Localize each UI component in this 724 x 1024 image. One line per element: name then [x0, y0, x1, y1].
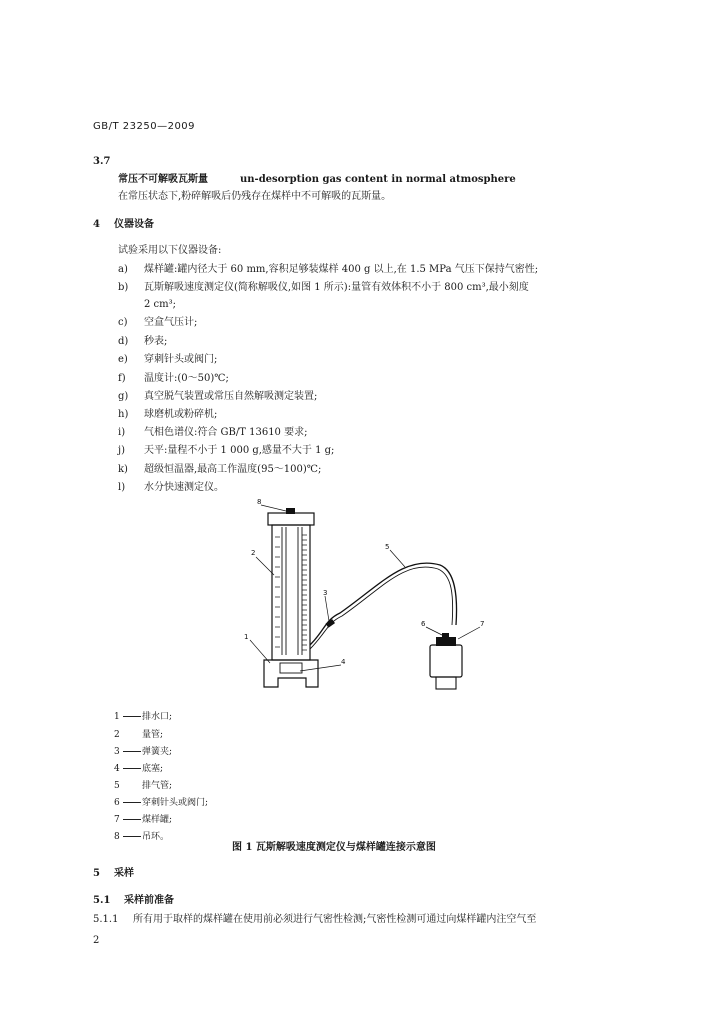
callout-1: 1 — [244, 633, 249, 641]
section-3-7-definition: 在常压状态下,粉碎解吸后仍残存在煤样中不可解吸的瓦斯量。 — [118, 191, 392, 202]
list-item: 超级恒温器,最高工作温度(95～100)℃; — [144, 464, 322, 475]
list-item-label: g) — [118, 391, 129, 402]
section-4-title: 仪器设备 — [114, 219, 154, 230]
list-item-continuation: 2 cm³; — [144, 299, 177, 310]
list-item: 水分快速测定仪。 — [144, 482, 224, 493]
legend-item: 吊环。 — [142, 832, 170, 842]
list-item: 温度计:(0～50)℃; — [144, 373, 229, 384]
legend-item: 底塞; — [142, 764, 164, 774]
legend-item: 煤样罐; — [142, 815, 173, 825]
piercing-needle-valve — [442, 633, 449, 638]
section-3-7-term-cn: 常压不可解吸瓦斯量 — [118, 174, 208, 185]
list-item: 穿刺针头或阀门; — [144, 354, 218, 365]
callout-5: 5 — [385, 543, 390, 551]
exhaust-pipe — [310, 563, 457, 645]
list-item: 秒表; — [144, 336, 168, 347]
section-5-number: 5 — [93, 868, 100, 879]
section-3-7-term-en: un-desorption gas content in normal atmosphere — [240, 174, 516, 185]
legend-item: 排气管; — [142, 781, 173, 791]
legend-item: 弹簧夹; — [142, 747, 173, 757]
callout-4: 4 — [341, 658, 346, 666]
list-item-label: e) — [118, 354, 128, 365]
legend-item: 穿刺针头或阀门; — [142, 798, 209, 808]
list-item-label: k) — [118, 464, 128, 475]
list-item-label: b) — [118, 282, 129, 293]
figure-1-diagram — [230, 495, 500, 700]
spring-clamp — [326, 619, 335, 628]
list-item: 空盒气压计; — [144, 317, 198, 328]
list-item: 煤样罐:罐内径大于 60 mm,容积足够装煤样 400 g 以上,在 1.5 MPa 气压下保持气密性; — [144, 264, 539, 275]
callout-8: 8 — [257, 498, 262, 506]
callout-2: 2 — [251, 549, 256, 557]
legend-item: 量管; — [142, 730, 164, 740]
bottom-plug — [280, 663, 302, 673]
list-item: 球磨机或粉碎机; — [144, 409, 218, 420]
canister-lid — [436, 637, 456, 646]
list-item-label: a) — [118, 264, 128, 275]
canister-bottom — [436, 677, 456, 689]
list-item: 气相色谱仪:符合 GB/T 13610 要求; — [144, 427, 308, 438]
section-4-intro: 试验采用以下仪器设备: — [118, 245, 222, 256]
section-3-7-number: 3.7 — [93, 156, 111, 167]
list-item-label: f) — [118, 373, 126, 384]
list-item: 真空脱气装置或常压自然解吸测定装置; — [144, 391, 318, 402]
list-item-label: l) — [118, 482, 126, 493]
page-number: 2 — [93, 935, 100, 946]
hanging-ring — [286, 508, 295, 514]
legend-item: 排水口; — [142, 712, 173, 722]
section-5-1-title: 采样前准备 — [124, 895, 174, 906]
callout-6: 6 — [421, 620, 426, 628]
list-item: 瓦斯解吸速度测定仪(简称解吸仪,如图 1 所示):量管有效体积不小于 800 cm³,最小刻度 — [144, 282, 529, 293]
figure-caption: 图 1 瓦斯解吸速度测定仪与煤样罐连接示意图 — [232, 842, 436, 853]
list-item-label: d) — [118, 336, 129, 347]
list-item-label: h) — [118, 409, 129, 420]
section-5-1-1-number: 5.1.1 — [93, 914, 119, 925]
list-item: 天平:量程不小于 1 000 g,感量不大于 1 g; — [144, 445, 335, 456]
list-item-label: c) — [118, 317, 128, 328]
burette-top-cap — [268, 513, 314, 525]
section-5-1-number: 5.1 — [93, 895, 111, 906]
standard-number: GB/T 23250—2009 — [93, 121, 196, 132]
section-5-1-1-text: 所有用于取样的煤样罐在使用前必须进行气密性检测;气密性检测可通过向煤样罐内注空气至 — [133, 914, 537, 925]
section-5-title: 采样 — [114, 868, 134, 879]
burette-base — [264, 660, 318, 687]
callout-3: 3 — [323, 589, 328, 597]
callout-7: 7 — [480, 620, 485, 628]
list-item-label: i) — [118, 427, 126, 438]
coal-sample-canister — [430, 645, 462, 677]
section-4-number: 4 — [93, 219, 100, 230]
list-item-label: j) — [118, 445, 126, 456]
